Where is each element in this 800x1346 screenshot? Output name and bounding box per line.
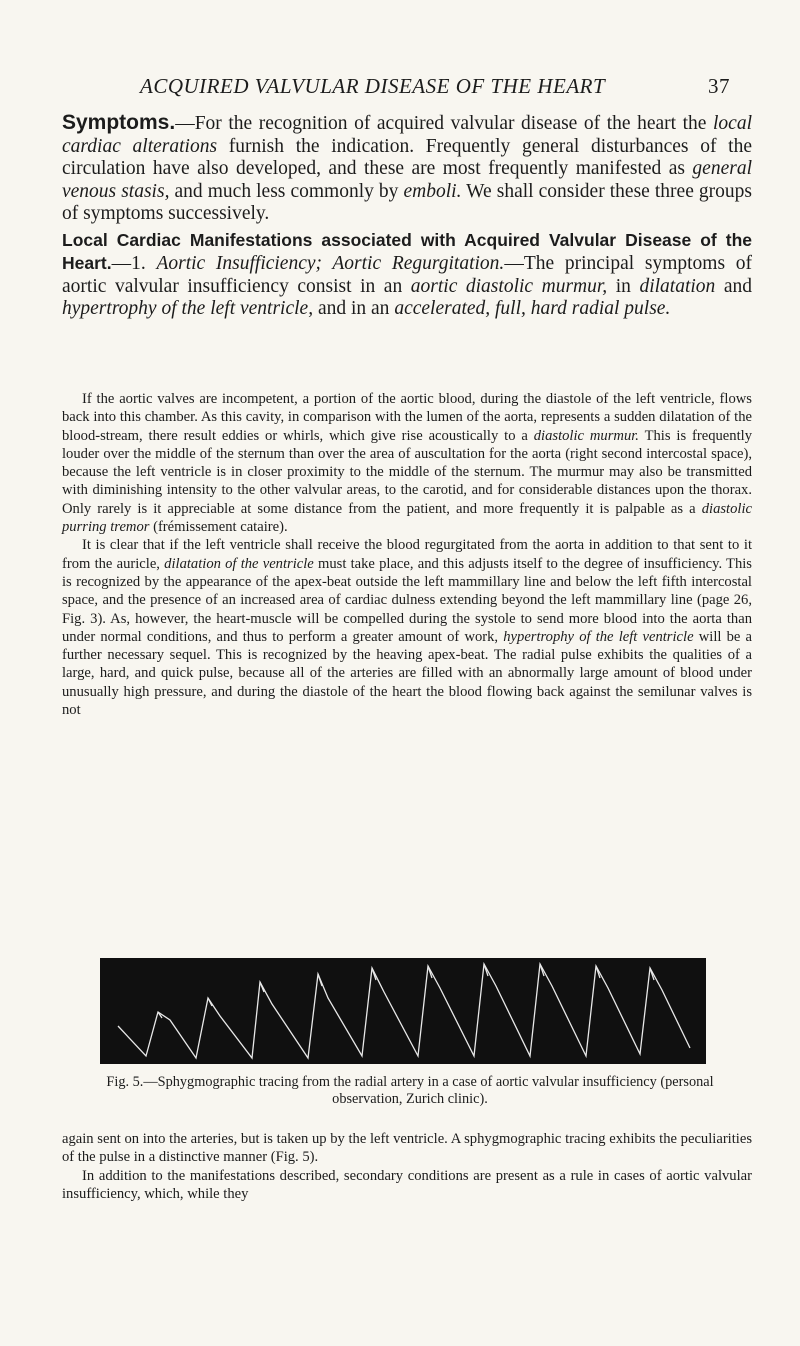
paragraph-symptoms [62, 112, 752, 226]
paragraph-secondary-conditions: In addition to the manifestations described, secondary conditions are present as a rule in cases of aortic valvular insufficiency, which, while they [62, 1167, 752, 1202]
emphasis: local cardiac alterations [62, 113, 752, 157]
running-head-title: ACQUIRED VALVULAR DISEASE OF THE HEART [140, 74, 606, 98]
pulse-tracing-line [118, 964, 690, 1058]
text-run: and in an [313, 298, 395, 319]
emphasis: hypertrophy of the left ventricle, [62, 298, 314, 319]
text-run: If the aortic valves are incompetent, a portion of the aortic blood, during the diastole of the left ventricle, flows back into this chamber. As this cavity, in comparison with the lumen of the aorta, represents a sudden dilatation of the blood-stream, there result eddies or whirls, which give rise acoustically to a [62, 391, 752, 444]
text-run: —For the recognition of acquired valvular disease of the heart the [175, 113, 713, 134]
heading-symptoms: Symptoms. [62, 111, 176, 134]
emphasis: dilatation [639, 275, 716, 297]
emphasis: aortic diastolic murmur, [410, 275, 608, 297]
text-run: and [715, 275, 753, 297]
text-run: This is frequently louder over the middle of the sternum than over the area of auscultation for the aorta (right second intercostal space), because the left ventricle is in closer proximity to the middle of the sternum. The murmur may also be transmitted with diminishing intensity to the other valvular areas, to the carotid, and for considerable distances upon the thorax. Only rarely is it appreciable at some distance from the patient, and more frequently it is palpable as a [62, 427, 752, 517]
paragraph-dilatation [62, 536, 752, 719]
text-run: —The principal symptoms of aortic valvular insufficiency consist in an [62, 253, 752, 297]
running-head [140, 74, 730, 104]
section-symptoms [62, 112, 752, 321]
text-run: furnish the indication. Frequently general disturbances of the circulation have also developed, and these are most frequently manifested as [62, 135, 752, 179]
text-run: and much less commonly by [169, 180, 404, 202]
text-run: will be a further necessary sequel. This is recognized by the heaving apex-beat. The radial pulse exhibits the qualities of a large, hard, and quick pulse, because all of the arteries are filled with an abnormally large amount of blood under unusually high pressure, and during the diastole of the heart the blood flowing back against the semilunar valves is not [62, 628, 752, 719]
emphasis: hypertrophy of the left ventricle [503, 628, 694, 645]
text-run: in [607, 275, 640, 297]
heading-local-manifestations: Local Cardiac Manifestations associated with Acquired Valvular Disease of the Heart. [62, 229, 752, 273]
emphasis: general venous stasis, [62, 158, 752, 202]
text-run: It is clear that if the left ventricle shall receive the blood regurgitated from the aorta in addition to that sent to it from the auricle, [62, 537, 752, 572]
sphygmograph-tracing [100, 958, 706, 1064]
section-aortic-detail [62, 390, 752, 719]
text-run: must take place, and this adjusts itself to the degree of insufficiency. This is recognized by the appearance of the apex-beat outside the left mammillary line and below the left fifth intercostal space, and the presence of an increased area of cardiac dulness extending beyond the left mammillary line (page 26, Fig. 3). As, however, the heart-muscle will be compelled during the systole to send more blood into the aorta than under normal conditions, and thus to perform a greater amount of work, [62, 555, 752, 645]
subheading-aortic-insufficiency: Aortic Insufficiency; Aortic Regurgitation. [156, 253, 505, 274]
paragraph-local-manifestations [62, 229, 752, 321]
text-run: —1. [111, 253, 157, 274]
paragraph-continuation: again sent on into the arteries, but is taken up by the left ventricle. A sphygmographic tracing exhibits the peculiarities of the pulse in a distinctive manner (Fig. 5). [62, 1131, 752, 1166]
text-run: (frémissement cataire). [149, 519, 288, 536]
paragraph-diastolic-murmur [62, 390, 752, 536]
emphasis: dilatation of the ventricle [164, 555, 314, 572]
emphasis: accelerated, full, hard radial pulse. [394, 298, 671, 319]
emphasis: diastolic purring tremor [62, 500, 752, 536]
emphasis: emboli. [403, 180, 462, 202]
page-number: 37 [708, 74, 730, 98]
figure-caption: Fig. 5.—Sphygmographic tracing from the radial artery in a case of aortic valvular insufficiency (personal observation, Zurich clinic). [106, 1074, 714, 1107]
pulse-tracing-notches [158, 964, 654, 1018]
section-after-figure [62, 1130, 752, 1203]
text-run: We shall consider these three groups of symptoms successively. [62, 180, 753, 224]
sphygmograph-figure [100, 958, 706, 1064]
emphasis: diastolic murmur. [533, 427, 639, 444]
